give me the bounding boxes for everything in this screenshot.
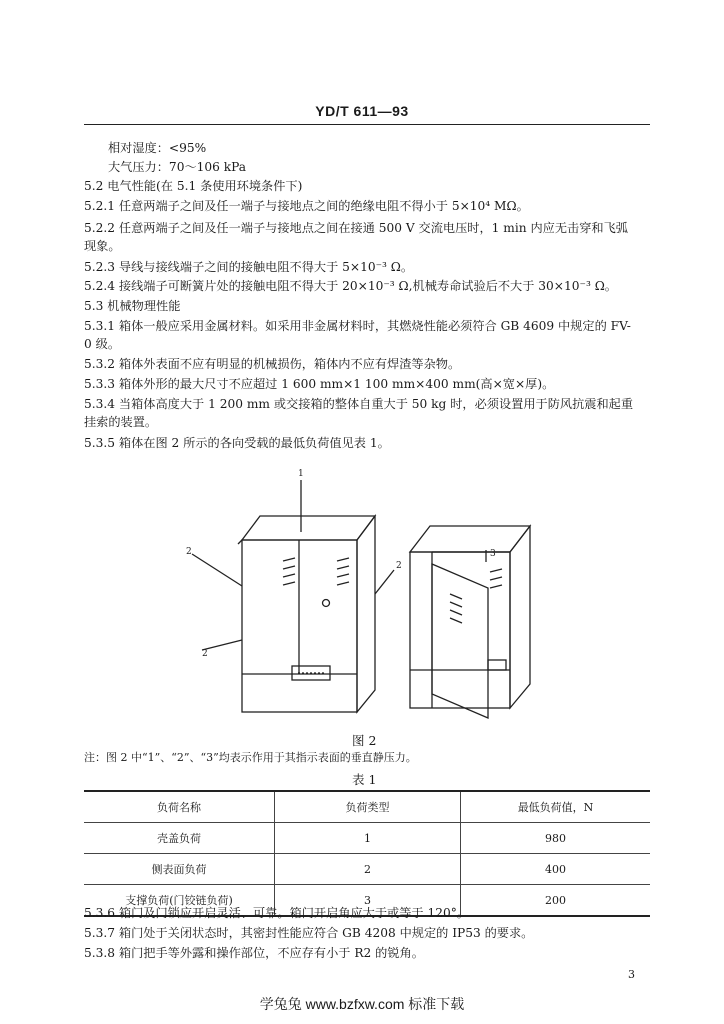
cabinet-top-lid [242,516,375,540]
table-row [84,854,650,885]
table-title: 表 1 [352,772,377,787]
text-line: 5.3.8 箱门把手等外露和操作部位，不应存有小于 R2 的锐角。 [84,946,424,960]
table-header-row [84,791,650,823]
text-line: 5.2.2 任意两端子之间及任一端子与接地点之间在接通 500 V 交流电压时，1 min 内应无击穿和飞弧 [84,221,628,235]
load-table [84,790,650,917]
text-line: 5.3.5 箱体在图 2 所示的各向受载的最低负荷值见表 1。 [84,436,390,450]
text-line: 5.3.7 箱门处于关闭状态时，其密封性能应符合 GB 4208 中规定的 IP53 的要求。 [84,926,534,940]
text-line: 5.3.4 当箱体高度大于 1 200 mm 或交接箱的整体自重大于 50 kg 时，必须设置用于防风抗震和起重 [84,397,634,411]
text-line: 5.2.1 任意两端子之间及任一端子与接地点之间的绝缘电阻不得小于 5×10⁴ MΩ。 [84,199,529,213]
text-line: 现象。 [84,239,121,253]
text-line: 5.3.2 箱体外表面不应有明显的机械损伤，箱体内不应有焊渣等杂物。 [84,357,461,371]
table-cell: 3 [275,885,461,917]
cabinet-right-side [357,516,375,712]
open-door [432,564,488,718]
table-cell: 1 [275,823,461,854]
table-cell: 壳盖负荷 [84,823,275,854]
text-line: 5.2.4 接线端子可断簧片处的接触电阻不得大于 20×10⁻³ Ω,机械寿命试验后不大于 30×10⁻³ Ω。 [84,279,617,293]
text-line: 5.2.3 导线与接线端子之间的接触电阻不得大于 5×10⁻³ Ω。 [84,260,414,274]
header-rule [84,124,650,125]
text-line: 挂索的装置。 [84,415,158,429]
label-2-left: 2 [186,547,192,557]
text-line: 0 级。 [84,337,121,351]
standard-code-header: YD/T 611—93 [315,103,409,119]
figure-2-cabinet-drawing [150,462,570,722]
section-heading: 5.2 电气性能(在 5.1 条使用环境条件下) [84,179,303,193]
figure-note: 注：图 2 中“1”、“2”、“3”均表示作用于其指示表面的垂直静压力。 [84,751,417,764]
table-cell: 支撑负荷(门铰链负荷) [84,885,275,917]
table-cell: 980 [461,823,651,854]
table-row [84,823,650,854]
load-2-pointer-left [192,554,242,586]
text-line: 5.3.1 箱体一般应采用金属材料。如采用非金属材料时，其燃烧性能必须符合 GB 4609 中规定的 FV- [84,319,631,333]
table-cell: 2 [275,854,461,885]
label-1: 1 [298,469,304,479]
section-heading: 5.3 机械物理性能 [84,299,181,313]
table-cell: 400 [461,854,651,885]
text-line: 相对湿度：<95% [108,141,207,155]
text-line: 5.3.3 箱体外形的最大尺寸不应超过 1 600 mm×1 100 mm×400 mm(高×宽×厚)。 [84,377,555,391]
watermark-footer: 学兔兔 www.bzfxw.com 标准下载 [259,996,465,1012]
label-2-bottom: 2 [202,649,208,659]
column-header: 负荷名称 [84,791,275,823]
text-line: 5.3.6 箱门及门锁应开启灵活、可靠。箱门开启角应大于或等于 120°。 [84,906,469,920]
column-header: 负荷类型 [275,791,461,823]
column-header: 最低负荷值，N [461,791,651,823]
table-cell: 侧表面负荷 [84,854,275,885]
page-number: 3 [628,968,635,981]
table-cell: 200 [461,885,651,917]
label-2-right: 2 [396,561,402,571]
text-line: 大气压力：70～106 kPa [108,160,247,174]
figure-caption: 图 2 [352,733,377,748]
load-2-pointer-right [375,570,394,594]
label-3: 3 [490,549,496,559]
